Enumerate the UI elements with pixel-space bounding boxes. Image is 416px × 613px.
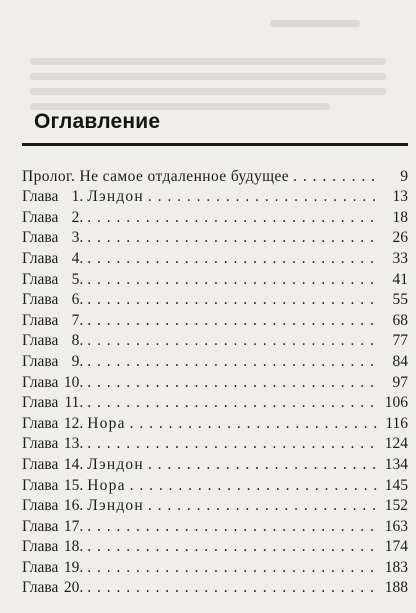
- chapter-number: 5: [71, 270, 80, 288]
- chapter-number: 17: [63, 517, 80, 535]
- chapter-title: Лэндон: [87, 455, 144, 473]
- chapter-number-dot: .: [79, 332, 84, 350]
- toc-entry-chapter[interactable]: [22, 496, 408, 517]
- leader-dots: [87, 393, 380, 413]
- chapter-number-dot: .: [79, 249, 84, 267]
- chapter-number-dot: .: [79, 435, 84, 453]
- toc-entry-chapter[interactable]: [22, 454, 408, 475]
- chapter-number: 9: [71, 352, 80, 370]
- leader-dots: [87, 558, 380, 578]
- page-number: 152: [384, 497, 408, 515]
- page-number: 41: [392, 270, 408, 288]
- chapter-number-dot: .: [79, 188, 84, 206]
- chapter-number-dot: .: [79, 538, 84, 556]
- chapter-title: Нора: [87, 414, 126, 432]
- toc-entry-chapter[interactable]: [22, 537, 408, 558]
- chapter-number: 20: [63, 579, 80, 597]
- toc-entry-chapter[interactable]: [22, 269, 408, 290]
- chapter-number: 19: [63, 558, 80, 576]
- chapter-number: 16: [63, 497, 80, 515]
- leader-dots: [87, 373, 380, 393]
- leader-dots: [148, 187, 380, 207]
- page-number: 13: [392, 188, 408, 206]
- toc-heading: Оглавление: [34, 110, 161, 133]
- toc-entry-chapter[interactable]: [22, 228, 408, 249]
- leader-dots: [148, 455, 380, 475]
- chapter-title: Лэндон: [87, 497, 144, 515]
- chapter-number: 3: [71, 229, 80, 247]
- leader-dots: [87, 249, 380, 269]
- page-number: 183: [384, 558, 408, 576]
- page-number: 163: [384, 517, 408, 535]
- toc-entry-chapter[interactable]: [22, 207, 408, 228]
- toc-entry-chapter[interactable]: [22, 516, 408, 537]
- chapter-number-dot: .: [79, 455, 84, 473]
- page-number: 9: [400, 167, 408, 185]
- page-number: 116: [385, 414, 408, 432]
- chapter-number-dot: .: [79, 208, 84, 226]
- leader-dots: [87, 434, 380, 454]
- chapter-word: Глава: [22, 229, 59, 247]
- chapter-number: 10: [63, 373, 80, 391]
- chapter-word: Глава: [22, 188, 59, 206]
- toc-entry-chapter[interactable]: [22, 290, 408, 311]
- chapter-word: Глава: [22, 538, 59, 556]
- page-number: 18: [392, 208, 408, 226]
- chapter-word: Глава: [22, 208, 59, 226]
- chapter-number-dot: .: [79, 414, 84, 432]
- chapter-number-dot: .: [79, 517, 84, 535]
- table-of-contents: [22, 166, 408, 598]
- chapter-word: Глава: [22, 414, 59, 432]
- page-number: 84: [392, 352, 408, 370]
- leader-dots: [87, 208, 380, 228]
- page-number: 68: [392, 311, 408, 329]
- chapter-number: 11: [64, 394, 80, 412]
- chapter-number: 2: [71, 208, 80, 226]
- chapter-number-dot: .: [79, 291, 84, 309]
- page-number: 55: [392, 291, 408, 309]
- chapter-number: 4: [71, 249, 80, 267]
- chapter-number: 1: [71, 188, 80, 206]
- chapter-word: Глава: [22, 270, 59, 288]
- page-number: 145: [384, 476, 408, 494]
- chapter-number-dot: .: [79, 373, 84, 391]
- chapter-number-dot: .: [79, 229, 84, 247]
- chapter-title: Лэндон: [87, 188, 144, 206]
- leader-dots: [293, 167, 380, 187]
- toc-entry-chapter[interactable]: [22, 187, 408, 208]
- toc-entry-chapter[interactable]: [22, 557, 408, 578]
- chapter-word: Глава: [22, 435, 59, 453]
- page-number: 106: [384, 394, 408, 412]
- leader-dots: [87, 290, 380, 310]
- leader-dots: [87, 537, 380, 557]
- chapter-word: Глава: [22, 311, 59, 329]
- chapter-number: 12: [63, 414, 80, 432]
- toc-entry-chapter[interactable]: [22, 248, 408, 269]
- leader-dots: [87, 311, 380, 331]
- toc-entry-chapter[interactable]: [22, 413, 408, 434]
- chapter-word: Глава: [22, 517, 59, 535]
- chapter-number: 8: [71, 332, 80, 350]
- chapter-number: 7: [71, 311, 80, 329]
- page-number: 97: [392, 373, 408, 391]
- chapter-word: Глава: [22, 455, 59, 473]
- chapter-word: Глава: [22, 332, 59, 350]
- chapter-word: Глава: [22, 476, 59, 494]
- chapter-number-dot: .: [79, 558, 84, 576]
- chapter-number-dot: .: [79, 497, 84, 515]
- chapter-word: Глава: [22, 352, 59, 370]
- chapter-number-dot: .: [79, 476, 84, 494]
- chapter-word: Глава: [22, 373, 59, 391]
- toc-entry-chapter[interactable]: [22, 578, 408, 599]
- page-number: 134: [384, 455, 408, 473]
- leader-dots: [87, 228, 380, 248]
- chapter-number: 14: [63, 455, 80, 473]
- chapter-number-dot: .: [79, 311, 84, 329]
- toc-entry-chapter[interactable]: [22, 331, 408, 352]
- chapter-number: 13: [63, 435, 80, 453]
- page-number: 77: [392, 332, 408, 350]
- chapter-word: Глава: [22, 291, 59, 309]
- chapter-number-dot: .: [79, 579, 84, 597]
- toc-entry-prologue[interactable]: [22, 166, 408, 187]
- leader-dots: [148, 496, 380, 516]
- leader-dots: [87, 352, 380, 372]
- page-number: 124: [384, 435, 408, 453]
- chapter-number: 15: [63, 476, 80, 494]
- leader-dots: [87, 578, 380, 598]
- heading-rule: [22, 143, 408, 146]
- page-number: 188: [384, 579, 408, 597]
- toc-entry-chapter[interactable]: [22, 351, 408, 372]
- leader-dots: [130, 476, 380, 496]
- chapter-word: Глава: [22, 394, 59, 412]
- page-number: 174: [384, 538, 408, 556]
- leader-dots: [87, 270, 380, 290]
- chapter-title: Нора: [87, 476, 126, 494]
- chapter-word: Глава: [22, 558, 59, 576]
- chapter-number-dot: .: [79, 394, 84, 412]
- toc-entry-chapter[interactable]: [22, 393, 408, 414]
- chapter-number: 18: [63, 538, 80, 556]
- page-number: 33: [392, 249, 408, 267]
- chapter-number-dot: .: [79, 270, 84, 288]
- prologue-label: Пролог. Не самое отдаленное будущее: [22, 167, 290, 185]
- chapter-word: Глава: [22, 579, 59, 597]
- toc-entry-chapter[interactable]: [22, 372, 408, 393]
- toc-entry-chapter[interactable]: [22, 475, 408, 496]
- chapter-word: Глава: [22, 497, 59, 515]
- page-number: 26: [392, 229, 408, 247]
- leader-dots: [130, 414, 380, 434]
- toc-entry-chapter[interactable]: [22, 434, 408, 455]
- show-through-text: [0, 0, 416, 120]
- chapter-word: Глава: [22, 249, 59, 267]
- leader-dots: [87, 517, 380, 537]
- chapter-number-dot: .: [79, 352, 84, 370]
- leader-dots: [87, 331, 380, 351]
- toc-entry-chapter[interactable]: [22, 310, 408, 331]
- chapter-number: 6: [71, 291, 80, 309]
